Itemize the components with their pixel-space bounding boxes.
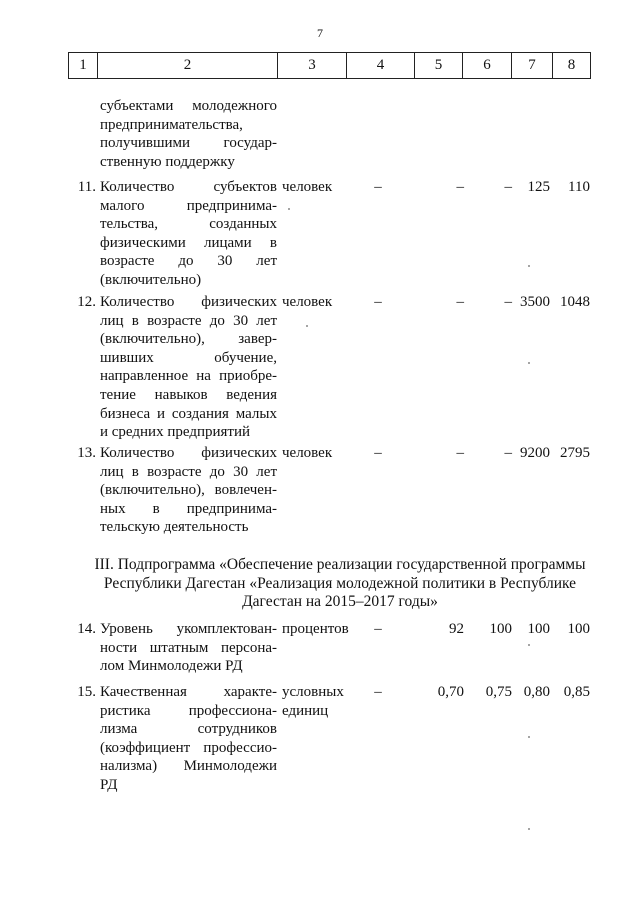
- desc-line: лиц в возрасте до 30 лет: [100, 463, 277, 480]
- row-value-col4: –: [374, 294, 382, 310]
- row-value-col7: 0,80: [523, 684, 550, 700]
- row-value-col5: 0,70: [437, 684, 464, 700]
- desc-line: и средних предприятий: [100, 424, 251, 441]
- column-header-8: 8: [553, 53, 591, 79]
- row-value-col6: 0,75: [485, 684, 512, 700]
- row-value-col4: –: [374, 621, 382, 637]
- page-number: 7: [317, 26, 323, 40]
- column-header-7: 7: [512, 53, 553, 79]
- row-value-col5: –: [456, 179, 464, 195]
- row-description: [100, 178, 277, 290]
- scan-speck: [288, 208, 290, 210]
- row-value-col6: –: [504, 294, 512, 310]
- desc-line: Качественная характе-: [100, 684, 277, 700]
- row-number: 13.: [77, 445, 96, 461]
- section-title-line: Дагестан на 2015–2017 годы»: [242, 593, 438, 611]
- column-header-row: [69, 53, 591, 79]
- desc-line: Количество физических: [100, 294, 277, 310]
- row-description: [100, 444, 277, 537]
- column-header-4: 4: [347, 53, 415, 79]
- row-value-col5: 92: [449, 621, 464, 637]
- desc-line: ности штатным персона-: [100, 639, 277, 656]
- row-value-col7: 125: [527, 179, 550, 195]
- row-description: [100, 293, 277, 442]
- desc-line: шивших обучение,: [100, 349, 277, 366]
- desc-line: (коэффициент профессио-: [100, 739, 277, 756]
- desc-line: Количество субъектов: [100, 179, 277, 195]
- row-number: 14.: [77, 621, 96, 637]
- row-value-col4: –: [374, 684, 382, 700]
- row-value-col4: –: [374, 179, 382, 195]
- desc-line: ных в предпринима-: [100, 500, 277, 517]
- desc-line: возрасте до 30 лет: [100, 253, 277, 270]
- desc-line: получившими государ-: [100, 135, 277, 152]
- column-header-5: 5: [415, 53, 463, 79]
- unit-line: человек: [282, 445, 333, 461]
- row-value-col6: 100: [489, 621, 512, 637]
- column-header-2: 2: [98, 53, 278, 79]
- row-value-col8: 1048: [560, 294, 590, 310]
- section-title: [80, 556, 600, 612]
- row-value-col4: –: [374, 445, 382, 461]
- column-header-3: 3: [278, 53, 347, 79]
- desc-line: тельства, созданных: [100, 216, 277, 233]
- row-value-col6: –: [504, 445, 512, 461]
- scan-speck: [528, 265, 530, 267]
- scan-speck: [528, 736, 530, 738]
- section-title-line: Республики Дагестан «Реализация молодежной политики в Республике: [103, 574, 577, 592]
- column-header-6: 6: [463, 53, 512, 79]
- continuation-description: [100, 97, 277, 171]
- unit-line: процентов: [282, 621, 349, 637]
- row-value-col8: 2795: [560, 445, 590, 461]
- section-title-line: III. Подпрограмма «Обеспечение реализации государственной программы: [94, 556, 586, 573]
- row-value-col5: –: [456, 445, 464, 461]
- desc-line: Количество физических: [100, 445, 277, 461]
- scan-speck: [528, 644, 530, 646]
- desc-line: тельскую деятельность: [100, 519, 249, 536]
- desc-line: Уровень укомплектован-: [100, 621, 277, 637]
- scan-speck: [306, 325, 308, 327]
- desc-line: предпринимательства,: [100, 116, 243, 133]
- scan-speck: [528, 828, 530, 830]
- desc-line: (включительно): [100, 271, 202, 288]
- desc-line: лизма сотрудников: [100, 721, 277, 738]
- row-value-col7: 3500: [520, 294, 550, 310]
- desc-line: физическими лицами в: [100, 234, 277, 251]
- row-number: 11.: [77, 179, 96, 195]
- desc-line: направленное на приобре-: [100, 368, 277, 385]
- desc-line: малого предпринима-: [100, 197, 277, 214]
- row-value-col8: 110: [568, 179, 590, 195]
- unit-line: условных: [282, 684, 344, 700]
- row-value-col7: 100: [527, 621, 550, 637]
- desc-line: ристика профессиона-: [100, 702, 277, 719]
- row-value-col5: –: [456, 294, 464, 310]
- row-value-col8: 100: [567, 621, 590, 637]
- desc-line: бизнеса и создания малых: [100, 405, 277, 422]
- scan-speck: [528, 362, 530, 364]
- unit-line: человек: [282, 294, 333, 310]
- desc-line: (включительно), завер-: [100, 331, 277, 348]
- row-description: [100, 683, 277, 795]
- desc-line: (включительно), вовлечен-: [100, 482, 277, 499]
- desc-line: РД: [100, 776, 118, 793]
- desc-line: нализма) Минмолодежи: [100, 758, 277, 775]
- desc-line: тение навыков ведения: [100, 386, 277, 403]
- row-description: [100, 620, 277, 676]
- unit-line: человек: [282, 179, 333, 195]
- row-value-col7: 9200: [520, 445, 550, 461]
- column-header-table: [68, 52, 591, 79]
- row-value-col8: 0,85: [563, 684, 590, 700]
- row-number: 12.: [77, 294, 96, 310]
- desc-line: субъектами молодежного: [100, 98, 277, 114]
- column-header-1: 1: [69, 53, 98, 79]
- desc-line: лиц в возрасте до 30 лет: [100, 312, 277, 329]
- desc-line: ственную поддержку: [100, 153, 235, 170]
- row-value-col6: –: [504, 179, 512, 195]
- row-number: 15.: [77, 684, 96, 700]
- desc-line: лом Минмолодежи РД: [100, 658, 243, 675]
- unit-line: единиц: [282, 702, 329, 719]
